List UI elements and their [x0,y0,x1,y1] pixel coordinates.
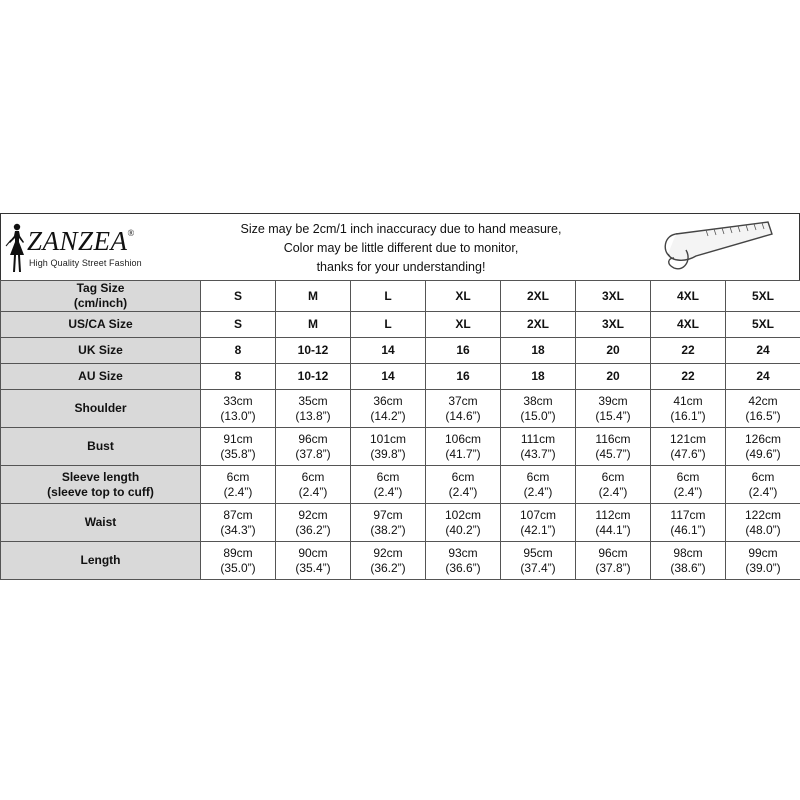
cell-primary: 2XL [526,317,549,331]
table-cell [501,466,576,504]
cell-secondary: (2.4”) [373,484,403,499]
cell-primary: 97cm [373,507,403,522]
cell-primary: 10-12 [297,343,329,357]
cell-primary: 16 [456,369,470,383]
row-label [1,390,201,428]
table-cell [501,542,576,580]
table-cell [351,504,426,542]
table-cell [276,542,351,580]
cell-primary: 4XL [676,288,699,303]
cell-primary: L [384,288,392,303]
table-row [1,390,800,428]
row-label-text: Tag Size [76,281,125,295]
brand-name: ZANZEA® [27,226,135,256]
cell-primary: 87cm [223,507,253,522]
table-cell [351,312,426,338]
table-cell [576,428,651,466]
cell-primary: 20 [606,369,620,383]
cell-secondary: (36.6”) [445,560,481,575]
table-cell [276,364,351,390]
cell-primary: L [384,317,392,331]
table-cell [426,428,501,466]
table-cell [576,504,651,542]
cell-primary: 6cm [601,469,625,484]
cell-secondary: (35.0”) [220,560,256,575]
table-cell [501,390,576,428]
table-cell [576,312,651,338]
cell-secondary: (49.6”) [745,446,781,461]
cell-primary: 35cm [298,393,328,408]
cell-secondary: (41.7”) [445,446,481,461]
table-row [1,312,800,338]
table-cell [276,281,351,312]
cell-primary: 24 [756,369,770,383]
cell-primary: 5XL [751,288,774,303]
row-label-subtext: (cm/inch) [73,296,128,310]
cell-primary: XL [455,288,471,303]
row-label [1,312,201,338]
table-cell [426,338,501,364]
cell-secondary: (40.2”) [445,522,481,537]
cell-primary: 116cm [595,431,631,446]
cell-secondary: (34.3”) [220,522,256,537]
table-cell [276,428,351,466]
row-label-text: AU Size [78,369,123,383]
cell-primary: 8 [234,369,242,383]
table-cell [201,504,276,542]
table-cell [426,390,501,428]
cell-primary: 6cm [226,469,250,484]
row-label [1,281,201,312]
cell-primary: 93cm [448,545,478,560]
row-label-text: UK Size [78,343,123,357]
table-cell [501,312,576,338]
cell-primary: 95cm [523,545,553,560]
cell-secondary: (2.4”) [598,484,628,499]
cell-primary: 22 [681,343,695,357]
cell-primary: 22 [681,369,695,383]
row-label-text: Sleeve length [61,469,140,484]
row-label [1,428,201,466]
table-row [1,338,800,364]
row-label [1,542,201,580]
cell-secondary: (14.6”) [445,408,481,423]
cell-secondary: (42.1”) [520,522,556,537]
row-label [1,338,201,364]
cell-secondary: (44.1”) [595,522,631,537]
table-cell [651,281,726,312]
cell-secondary: (16.1”) [670,408,706,423]
table-cell [576,466,651,504]
cell-primary: 96cm [598,545,628,560]
cell-primary: 39cm [598,393,628,408]
cell-secondary: (47.6”) [670,446,706,461]
table-cell [201,281,276,312]
cell-primary: 101cm [369,431,407,446]
table-cell [501,504,576,542]
table-cell [651,312,726,338]
cell-primary: M [308,317,318,331]
table-cell [426,281,501,312]
table-cell [201,390,276,428]
cell-primary: 3XL [601,317,624,331]
table-cell [276,466,351,504]
row-label-text: Waist [84,515,117,529]
cell-secondary: (15.4”) [595,408,631,423]
cell-primary: S [233,288,242,303]
cell-primary: 24 [756,343,770,357]
table-cell [276,312,351,338]
chart-header [0,213,800,281]
cell-secondary: (39.8”) [370,446,406,461]
cell-primary: 37cm [448,393,478,408]
brand-logo [5,220,155,278]
notice-line: Size may be 2cm/1 inch inaccuracy due to hand measure, [240,222,562,236]
cell-primary: 102cm [444,507,482,522]
table-cell [726,364,800,390]
table-cell [576,281,651,312]
cell-secondary: (37.4”) [520,560,556,575]
row-label-text: Bust [87,439,114,453]
cell-secondary: (35.4”) [295,560,331,575]
cell-primary: 90cm [298,545,328,560]
cell-secondary: (45.7”) [595,446,631,461]
cell-primary: 6cm [451,469,475,484]
cell-primary: 14 [381,343,395,357]
table-cell [576,390,651,428]
cell-primary: 18 [531,369,545,383]
table-cell [426,364,501,390]
table-cell [351,542,426,580]
cell-primary: 8 [234,343,242,357]
cell-primary: 38cm [523,393,553,408]
cell-secondary: (13.8”) [295,408,331,423]
cell-secondary: (2.4”) [523,484,553,499]
row-label-subtext: (sleeve top to cuff) [47,484,154,499]
cell-secondary: (43.7”) [520,446,556,461]
size-notice [201,220,601,277]
cell-secondary: (36.2”) [295,522,331,537]
size-table [0,280,800,580]
table-cell [201,364,276,390]
row-label [1,364,201,390]
brand-tagline: High Quality Street Fashion [29,258,142,268]
size-chart [0,213,800,584]
table-cell [201,542,276,580]
table-cell [501,364,576,390]
table-cell [726,312,800,338]
table-cell [426,542,501,580]
cell-primary: 6cm [676,469,700,484]
cell-primary: 6cm [751,469,775,484]
cell-primary: 112cm [595,507,631,522]
cell-primary: 117cm [670,507,706,522]
row-label-text: Shoulder [74,401,127,415]
table-cell [276,338,351,364]
cell-secondary: (39.0”) [745,560,781,575]
notice-line: thanks for your understanding! [316,260,486,274]
cell-secondary: (48.0”) [745,522,781,537]
table-cell [726,428,800,466]
table-cell [201,466,276,504]
measuring-tape-icon [656,216,776,278]
table-cell [501,428,576,466]
cell-primary: 99cm [748,545,778,560]
cell-primary: 6cm [376,469,400,484]
table-cell [426,312,501,338]
table-cell [726,281,800,312]
cell-primary: 33cm [223,393,253,408]
table-cell [201,428,276,466]
cell-secondary: (2.4”) [748,484,778,499]
table-cell [426,466,501,504]
cell-primary: 3XL [601,288,624,303]
cell-primary: 10-12 [297,369,329,383]
cell-primary: 91cm [223,431,253,446]
cell-primary: 5XL [751,317,774,331]
cell-secondary: (46.1”) [670,522,706,537]
table-cell [351,338,426,364]
notice-line: Color may be little different due to monitor, [283,241,519,255]
table-cell [726,390,800,428]
table-row [1,281,800,312]
cell-primary: 98cm [673,545,703,560]
table-cell [651,466,726,504]
cell-primary: M [308,288,318,303]
cell-primary: 106cm [444,431,482,446]
cell-primary: 107cm [519,507,557,522]
cell-secondary: (2.4”) [223,484,253,499]
cell-secondary: (16.5”) [745,408,781,423]
cell-primary: S [233,317,242,331]
cell-primary: 18 [531,343,545,357]
table-cell [651,338,726,364]
cell-secondary: (15.0”) [520,408,556,423]
cell-secondary: (37.8”) [295,446,331,461]
row-label [1,466,201,504]
table-cell [576,364,651,390]
woman-silhouette-icon [5,222,29,274]
table-cell [726,466,800,504]
table-cell [726,542,800,580]
table-cell [201,312,276,338]
table-cell [726,338,800,364]
table-cell [351,281,426,312]
cell-secondary: (35.8”) [220,446,256,461]
cell-secondary: (38.2”) [370,522,406,537]
table-cell [576,338,651,364]
cell-primary: 36cm [373,393,403,408]
cell-primary: 6cm [526,469,550,484]
cell-primary: XL [455,317,471,331]
row-label [1,504,201,542]
cell-primary: 96cm [298,431,328,446]
cell-primary: 121cm [669,431,707,446]
table-cell [351,390,426,428]
table-row [1,466,800,504]
table-cell [501,281,576,312]
cell-primary: 111cm [520,431,556,446]
table-cell [351,364,426,390]
row-label-text: Length [80,553,121,567]
cell-primary: 42cm [748,393,778,408]
cell-primary: 2XL [526,288,549,303]
cell-secondary: (36.2”) [370,560,406,575]
cell-secondary: (38.6”) [670,560,706,575]
cell-secondary: (2.4”) [298,484,328,499]
cell-primary: 89cm [223,545,253,560]
cell-primary: 122cm [744,507,782,522]
cell-primary: 16 [456,343,470,357]
cell-primary: 92cm [298,507,328,522]
cell-primary: 92cm [373,545,403,560]
table-cell [276,390,351,428]
table-cell [651,428,726,466]
table-cell [501,338,576,364]
cell-secondary: (2.4”) [448,484,478,499]
table-cell [576,542,651,580]
cell-secondary: (2.4”) [673,484,703,499]
cell-primary: 41cm [673,393,703,408]
cell-secondary: (14.2”) [370,408,406,423]
table-cell [351,428,426,466]
table-row [1,364,800,390]
cell-secondary: (37.8”) [595,560,631,575]
cell-primary: 4XL [676,317,699,331]
table-cell [651,542,726,580]
cell-secondary: (13.0”) [220,408,256,423]
row-label-text: US/CA Size [68,317,133,331]
table-row [1,542,800,580]
table-cell [651,390,726,428]
cell-primary: 126cm [744,431,782,446]
table-cell [426,504,501,542]
cell-primary: 6cm [301,469,325,484]
table-cell [651,364,726,390]
table-cell [651,504,726,542]
table-row [1,504,800,542]
table-row [1,428,800,466]
table-cell [201,338,276,364]
cell-primary: 14 [381,369,395,383]
table-cell [726,504,800,542]
cell-primary: 20 [606,343,620,357]
table-cell [276,504,351,542]
table-cell [351,466,426,504]
